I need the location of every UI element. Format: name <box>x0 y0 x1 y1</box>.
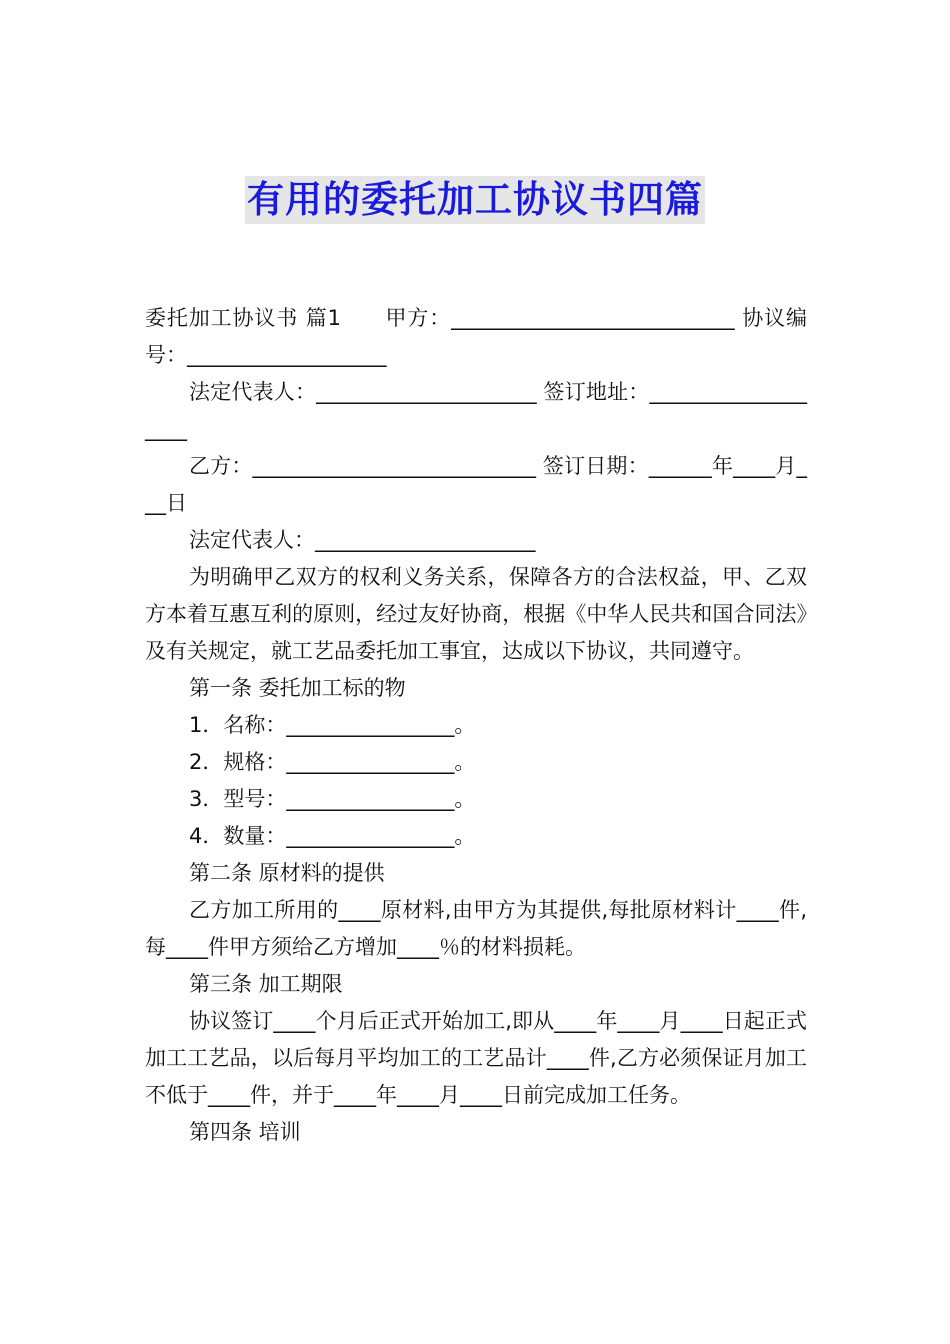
article-4-heading: 第四条 培训 <box>189 1120 301 1144</box>
paragraph-header-party-a: 委托加工协议书 篇1 甲方：___________________________ 协议编号：___________________ <box>145 306 807 367</box>
article-3-body: 协议签订____个月后正式开始加工,即从____年____月____日起正式加工工艺品，以后每月平均加工的工艺品计____件,乙方必须保证月加工不低于____件，并于____年____月____日前完成加工任务。 <box>145 1009 807 1107</box>
article-1-heading: 第一条 委托加工标的物 <box>189 676 406 700</box>
paragraph-preamble: 为明确甲乙双方的权利义务关系，保障各方的合法权益，甲、乙双方本着互惠互利的原则，经过友好协商，根据《中华人民共和国合同法》及有关规定，就工艺品委托加工事宜，达成以下协议，共同遵守。 <box>145 565 807 663</box>
item-model: 3．型号：________________。 <box>189 787 476 811</box>
paragraph-legal-rep-a: 法定代表人：_____________________ 签订地址：___________________ <box>145 380 807 441</box>
item-spec: 2．规格：________________。 <box>189 750 476 774</box>
paragraph-party-b: 乙方：___________________________ 签订日期：______年____月___日 <box>145 454 807 515</box>
item-quantity: 4．数量：________________。 <box>189 824 476 848</box>
title-wrapper <box>0 176 950 224</box>
document-title: 有用的委托加工协议书四篇 <box>245 176 705 224</box>
paragraph-legal-rep-b: 法定代表人：_____________________ <box>189 528 536 552</box>
article-3-heading: 第三条 加工期限 <box>189 972 343 996</box>
article-2-heading: 第二条 原材料的提供 <box>189 861 385 885</box>
article-2-body: 乙方加工所用的____原材料,由甲方为其提供,每批原材料计____件,每____件甲方须给乙方增加____％的材料损耗。 <box>145 898 807 959</box>
document-body <box>145 300 807 1151</box>
item-name: 1．名称：________________。 <box>189 713 476 737</box>
